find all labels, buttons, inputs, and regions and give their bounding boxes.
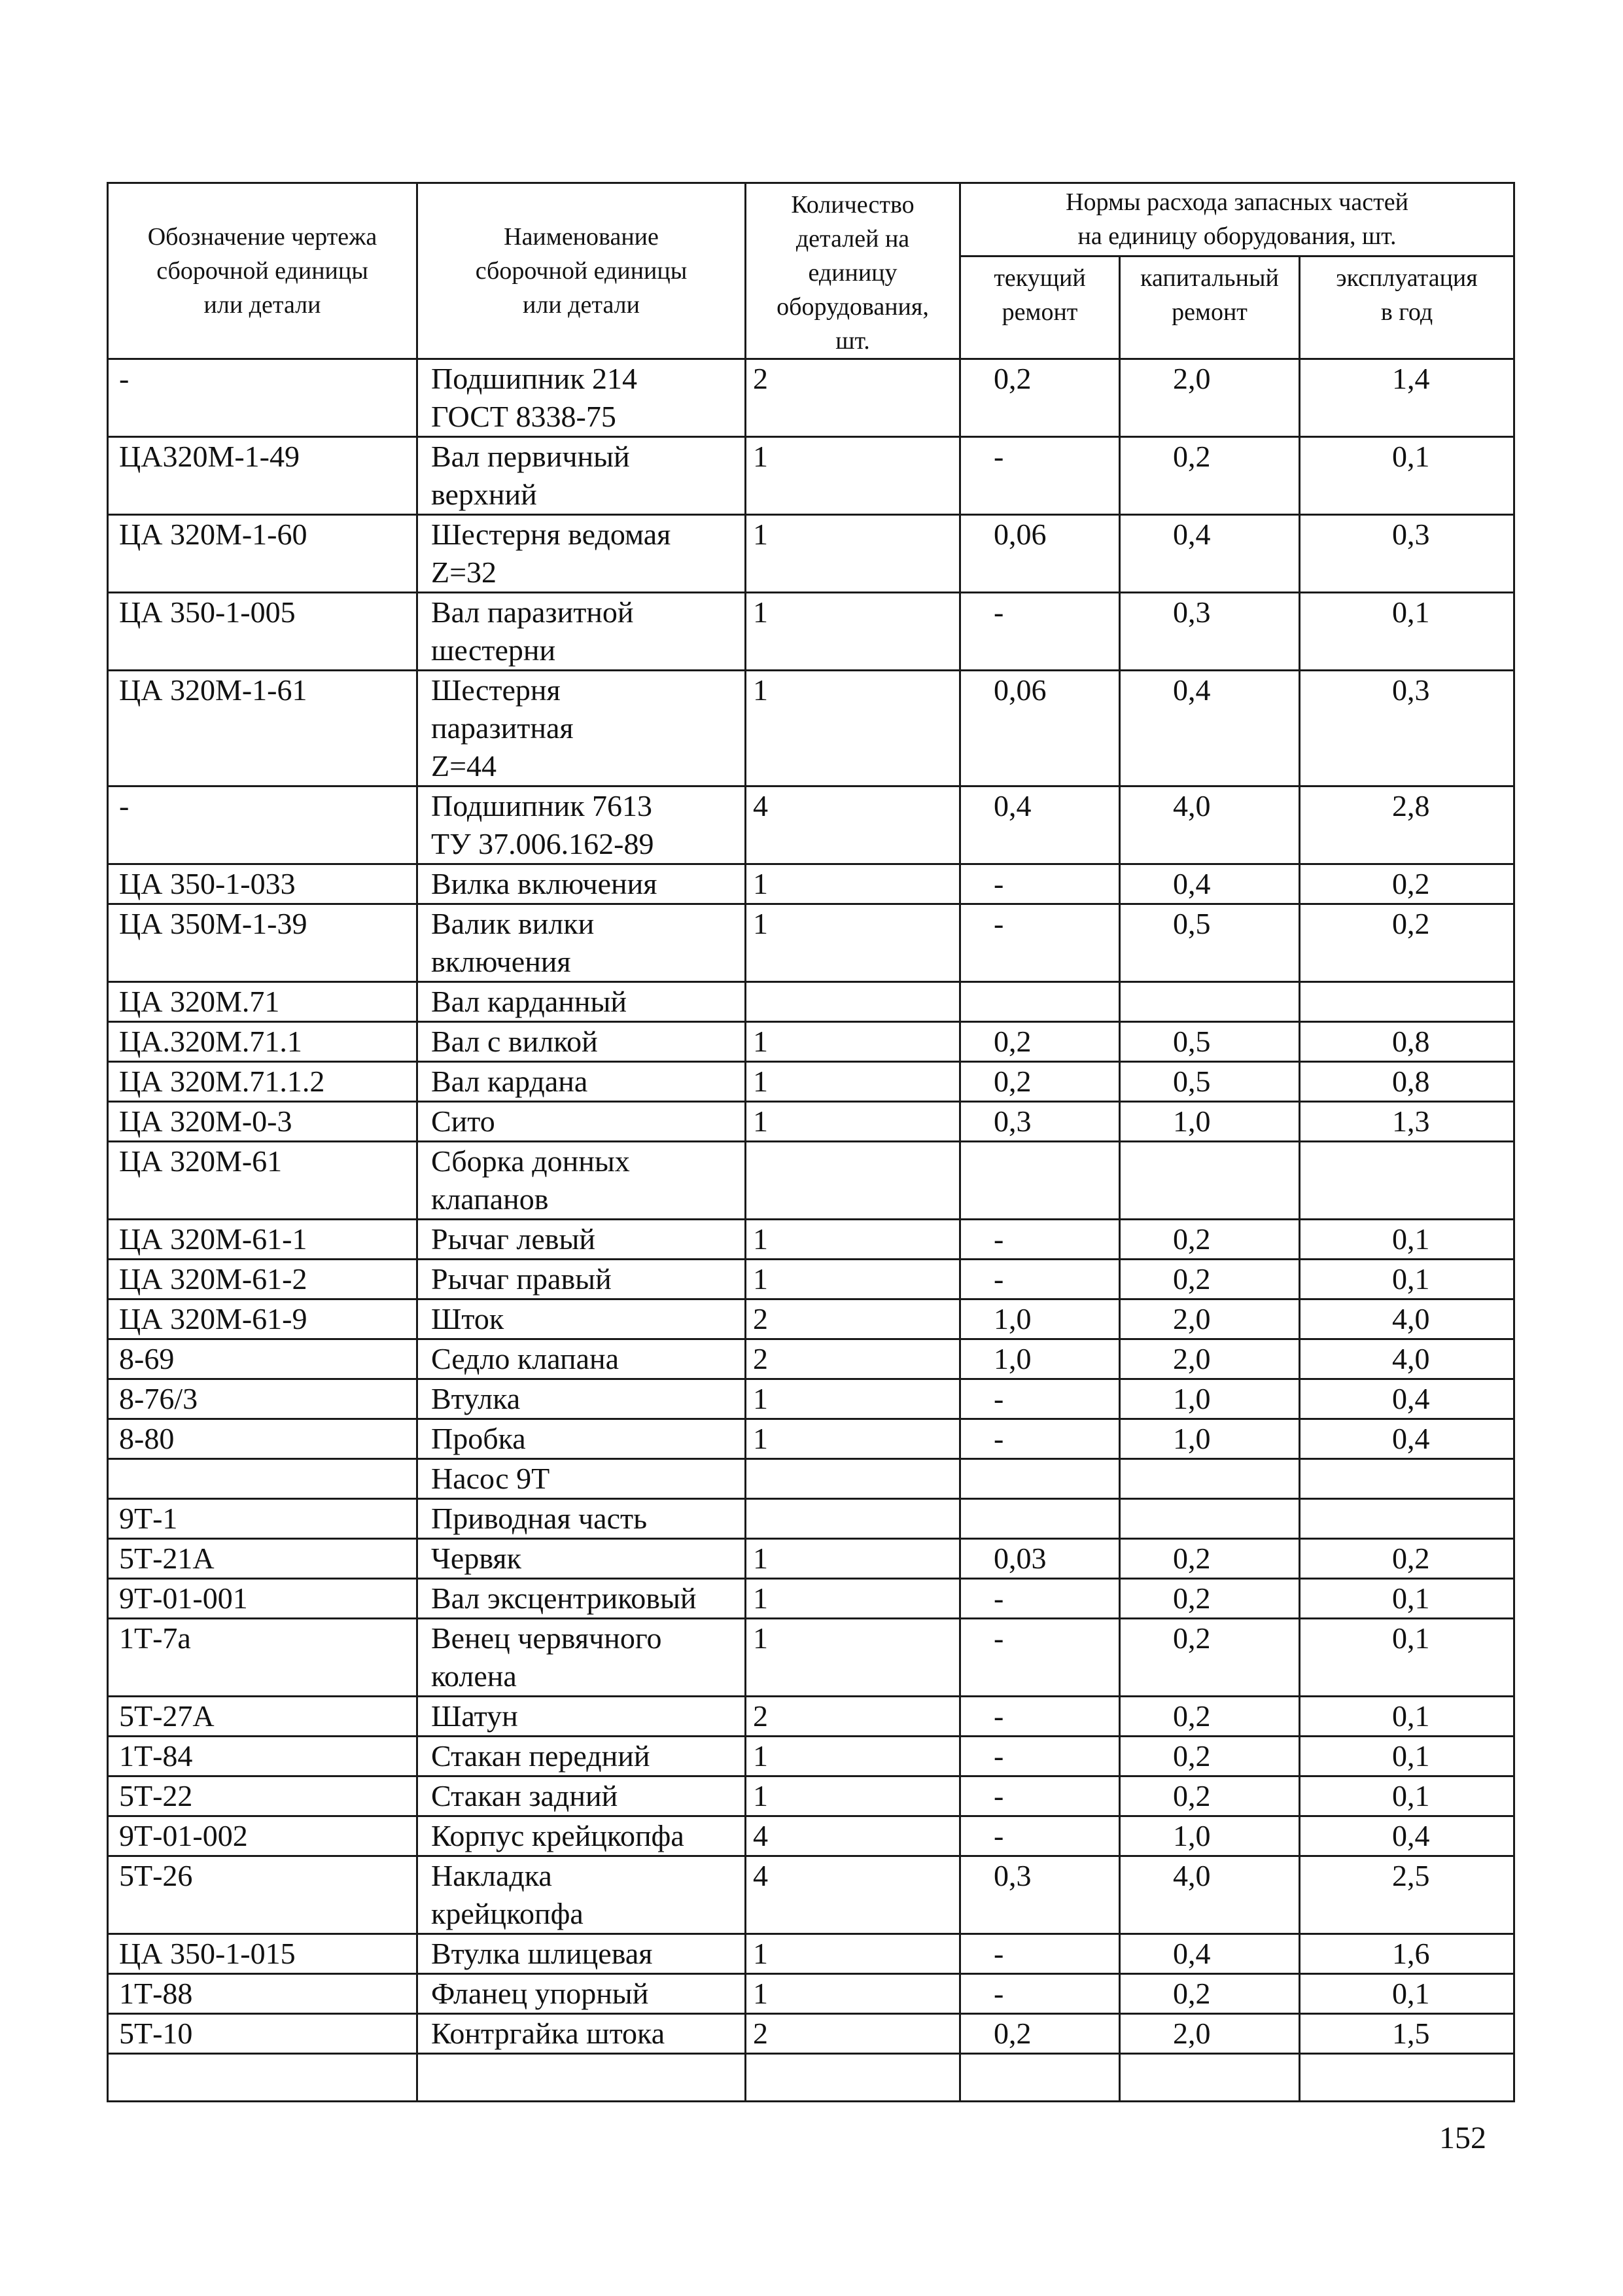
cell-current-repair: 0,2 [960, 359, 1120, 437]
cell-capital-repair: 1,0 [1120, 1379, 1300, 1419]
cell-exploitation: 1,5 [1300, 2014, 1514, 2054]
cell-capital-repair: 0,5 [1120, 1022, 1300, 1062]
cell-current-repair: - [960, 1579, 1120, 1619]
cell-exploitation: 2,8 [1300, 786, 1514, 864]
cell-quantity: 1 [746, 671, 960, 786]
table-row [108, 2014, 1514, 2054]
cell-exploitation: 0,4 [1300, 1419, 1514, 1459]
cell-capital-repair [1120, 1142, 1300, 1220]
cell-capital-repair [1120, 1499, 1300, 1539]
table-row [108, 1260, 1514, 1299]
cell-exploitation: 0,3 [1300, 515, 1514, 593]
cell-code: ЦА 320М-61 [108, 1142, 417, 1220]
cell-code: ЦА 320М-61-9 [108, 1299, 417, 1339]
cell-code: 9Т-01-002 [108, 1816, 417, 1856]
table-row [108, 1856, 1514, 1934]
cell-capital-repair: 0,5 [1120, 904, 1300, 982]
cell-exploitation: 0,1 [1300, 1697, 1514, 1737]
cell-quantity [746, 1499, 960, 1539]
header-code: Обозначение чертежа сборочной единицы или детали [108, 183, 417, 359]
cell-code: 1Т-84 [108, 1737, 417, 1776]
table-row [108, 1579, 1514, 1619]
cell-exploitation [1300, 1499, 1514, 1539]
cell-quantity: 1 [746, 437, 960, 515]
cell-exploitation: 2,5 [1300, 1856, 1514, 1934]
table-row [108, 359, 1514, 437]
cell-current-repair: - [960, 1220, 1120, 1260]
table-row [108, 1220, 1514, 1260]
cell-current-repair: 0,2 [960, 1022, 1120, 1062]
table-row [108, 982, 1514, 1022]
cell-code: ЦА 320М-1-60 [108, 515, 417, 593]
cell-current-repair: 1,0 [960, 1339, 1120, 1379]
cell-exploitation: 0,1 [1300, 1974, 1514, 2014]
cell-name: Вилка включения [417, 864, 746, 904]
cell-quantity [746, 1459, 960, 1499]
cell-exploitation: 0,1 [1300, 1220, 1514, 1260]
cell-exploitation: 0,2 [1300, 1539, 1514, 1579]
cell-exploitation: 1,6 [1300, 1934, 1514, 1974]
table-row [108, 864, 1514, 904]
cell-code [108, 1459, 417, 1499]
cell-code: ЦА 350-1-015 [108, 1934, 417, 1974]
cell-capital-repair: 0,2 [1120, 1619, 1300, 1697]
cell-current-repair: - [960, 1419, 1120, 1459]
table-row [108, 1299, 1514, 1339]
cell-current-repair: 0,06 [960, 515, 1120, 593]
cell-exploitation [1300, 982, 1514, 1022]
cell-quantity: 1 [746, 1260, 960, 1299]
table-row [108, 1102, 1514, 1142]
cell-quantity: 1 [746, 1062, 960, 1102]
cell-capital-repair: 2,0 [1120, 359, 1300, 437]
cell-capital-repair: 2,0 [1120, 1299, 1300, 1339]
cell-quantity: 1 [746, 864, 960, 904]
table-row [108, 1419, 1514, 1459]
table-row [108, 786, 1514, 864]
cell-name: Втулка [417, 1379, 746, 1419]
cell-code: 8-69 [108, 1339, 417, 1379]
cell-name: Шестерня ведомая Z=32 [417, 515, 746, 593]
cell-capital-repair: 0,2 [1120, 1737, 1300, 1776]
cell-name: Приводная часть [417, 1499, 746, 1539]
cell-code: - [108, 359, 417, 437]
cell-current-repair [960, 1459, 1120, 1499]
cell-current-repair: - [960, 864, 1120, 904]
cell-exploitation: 0,1 [1300, 437, 1514, 515]
cell-exploitation: 0,4 [1300, 1379, 1514, 1419]
cell-current-repair: - [960, 437, 1120, 515]
spare-parts-table [107, 182, 1515, 2102]
cell-name: Шатун [417, 1697, 746, 1737]
cell-code: 5Т-10 [108, 2014, 417, 2054]
cell-code: - [108, 786, 417, 864]
table-row [108, 1339, 1514, 1379]
cell-quantity: 2 [746, 1299, 960, 1339]
cell-exploitation: 0,2 [1300, 904, 1514, 982]
cell-name: Червяк [417, 1539, 746, 1579]
cell-current-repair [960, 1142, 1120, 1220]
header-exploitation: эксплуатация в год [1300, 256, 1514, 359]
cell-quantity: 1 [746, 1776, 960, 1816]
cell-current-repair: 0,2 [960, 1062, 1120, 1102]
cell-current-repair: 0,3 [960, 1102, 1120, 1142]
cell-name: Подшипник 214 ГОСТ 8338-75 [417, 359, 746, 437]
table-row [108, 1776, 1514, 1816]
cell-quantity: 1 [746, 1934, 960, 1974]
cell-code: ЦА 320М-1-61 [108, 671, 417, 786]
cell-code: ЦА320М-1-49 [108, 437, 417, 515]
table-row [108, 437, 1514, 515]
cell-current-repair: 0,03 [960, 1539, 1120, 1579]
cell-quantity [746, 982, 960, 1022]
cell-name: Корпус крейцкопфа [417, 1816, 746, 1856]
table-padding-row [108, 2054, 1514, 2102]
cell-name: Шестерня паразитная Z=44 [417, 671, 746, 786]
table-row [108, 1697, 1514, 1737]
table-row [108, 1062, 1514, 1102]
cell-current-repair: - [960, 1379, 1120, 1419]
cell-name: Сборка донных клапанов [417, 1142, 746, 1220]
cell-name: Сито [417, 1102, 746, 1142]
cell-current-repair: - [960, 1934, 1120, 1974]
cell-current-repair: - [960, 1974, 1120, 2014]
cell-exploitation: 1,3 [1300, 1102, 1514, 1142]
cell-code: 5Т-27А [108, 1697, 417, 1737]
cell-code: ЦА 350М-1-39 [108, 904, 417, 982]
cell-quantity: 1 [746, 1419, 960, 1459]
cell-code: 8-76/3 [108, 1379, 417, 1419]
cell-name: Подшипник 7613 ТУ 37.006.162-89 [417, 786, 746, 864]
cell-current-repair: - [960, 1816, 1120, 1856]
cell-quantity: 2 [746, 359, 960, 437]
cell-quantity: 2 [746, 1697, 960, 1737]
table-row [108, 1022, 1514, 1062]
cell-capital-repair: 0,2 [1120, 1697, 1300, 1737]
cell-exploitation: 0,8 [1300, 1022, 1514, 1062]
cell-exploitation: 4,0 [1300, 1339, 1514, 1379]
cell-name: Вал карданный [417, 982, 746, 1022]
empty-cell [746, 2054, 960, 2102]
cell-quantity: 4 [746, 1856, 960, 1934]
table-row [108, 904, 1514, 982]
header-quantity: Количество деталей на единицу оборудования, шт. [746, 183, 960, 359]
cell-exploitation: 0,8 [1300, 1062, 1514, 1102]
cell-quantity: 1 [746, 1022, 960, 1062]
cell-quantity: 1 [746, 1102, 960, 1142]
cell-name: Вал кардана [417, 1062, 746, 1102]
cell-code: ЦА 350-1-005 [108, 593, 417, 671]
cell-exploitation [1300, 1142, 1514, 1220]
cell-capital-repair: 0,2 [1120, 1974, 1300, 2014]
empty-cell [108, 2054, 417, 2102]
empty-cell [1300, 2054, 1514, 2102]
cell-current-repair: 0,06 [960, 671, 1120, 786]
cell-name: Стакан задний [417, 1776, 746, 1816]
cell-exploitation: 0,1 [1300, 1260, 1514, 1299]
cell-name: Седло клапана [417, 1339, 746, 1379]
cell-current-repair [960, 1499, 1120, 1539]
page-number: 152 [1439, 2121, 1486, 2155]
cell-name: Пробка [417, 1419, 746, 1459]
cell-exploitation: 0,3 [1300, 671, 1514, 786]
table-row [108, 1499, 1514, 1539]
cell-exploitation: 0,1 [1300, 1619, 1514, 1697]
cell-quantity: 1 [746, 593, 960, 671]
table-body [108, 359, 1514, 2102]
cell-name: Вал с вилкой [417, 1022, 746, 1062]
cell-quantity: 1 [746, 1619, 960, 1697]
cell-capital-repair: 0,2 [1120, 1260, 1300, 1299]
header-capital-repair: капитальный ремонт [1120, 256, 1300, 359]
cell-name: Стакан передний [417, 1737, 746, 1776]
cell-quantity: 1 [746, 904, 960, 982]
cell-name: Шток [417, 1299, 746, 1339]
table-row [108, 1816, 1514, 1856]
cell-capital-repair: 2,0 [1120, 2014, 1300, 2054]
empty-cell [960, 2054, 1120, 2102]
table-row [108, 1934, 1514, 1974]
cell-code: ЦА.320М.71.1 [108, 1022, 417, 1062]
cell-code: 9Т-01-001 [108, 1579, 417, 1619]
cell-quantity: 1 [746, 1220, 960, 1260]
cell-code: 5Т-26 [108, 1856, 417, 1934]
cell-code: 5Т-21А [108, 1539, 417, 1579]
cell-capital-repair: 1,0 [1120, 1419, 1300, 1459]
cell-current-repair: - [960, 904, 1120, 982]
table-row [108, 1142, 1514, 1220]
cell-quantity: 1 [746, 1974, 960, 2014]
cell-current-repair: - [960, 593, 1120, 671]
cell-name: Вал паразитной шестерни [417, 593, 746, 671]
cell-capital-repair: 1,0 [1120, 1816, 1300, 1856]
cell-capital-repair: 0,4 [1120, 1934, 1300, 1974]
cell-exploitation: 0,1 [1300, 1776, 1514, 1816]
cell-exploitation: 4,0 [1300, 1299, 1514, 1339]
cell-quantity: 1 [746, 1379, 960, 1419]
table-row [108, 593, 1514, 671]
cell-code: 1Т-7а [108, 1619, 417, 1697]
cell-name: Венец червячного колена [417, 1619, 746, 1697]
cell-exploitation: 0,2 [1300, 864, 1514, 904]
cell-capital-repair: 0,4 [1120, 515, 1300, 593]
cell-capital-repair [1120, 982, 1300, 1022]
cell-exploitation: 0,4 [1300, 1816, 1514, 1856]
table-row [108, 1737, 1514, 1776]
cell-name: Накладка крейцкопфа [417, 1856, 746, 1934]
cell-code: 8-80 [108, 1419, 417, 1459]
cell-quantity: 1 [746, 1579, 960, 1619]
cell-code: ЦА 320М-61-2 [108, 1260, 417, 1299]
cell-exploitation: 0,1 [1300, 1579, 1514, 1619]
cell-code: ЦА 320М.71 [108, 982, 417, 1022]
cell-capital-repair: 0,2 [1120, 1539, 1300, 1579]
cell-quantity: 1 [746, 1539, 960, 1579]
cell-exploitation [1300, 1459, 1514, 1499]
cell-capital-repair: 0,5 [1120, 1062, 1300, 1102]
cell-quantity: 1 [746, 1737, 960, 1776]
empty-cell [1120, 2054, 1300, 2102]
table-row [108, 515, 1514, 593]
cell-name: Валик вилки включения [417, 904, 746, 982]
cell-capital-repair: 0,2 [1120, 1579, 1300, 1619]
cell-capital-repair: 0,2 [1120, 1776, 1300, 1816]
header-norms: Нормы расхода запасных частей на единицу оборудования, шт. [960, 183, 1514, 256]
cell-capital-repair: 4,0 [1120, 786, 1300, 864]
cell-quantity: 1 [746, 515, 960, 593]
cell-capital-repair: 0,2 [1120, 1220, 1300, 1260]
cell-current-repair: 0,2 [960, 2014, 1120, 2054]
cell-quantity [746, 1142, 960, 1220]
cell-name: Рычаг левый [417, 1220, 746, 1260]
cell-code: 9Т-1 [108, 1499, 417, 1539]
cell-name: Фланец упорный [417, 1974, 746, 2014]
cell-current-repair: 1,0 [960, 1299, 1120, 1339]
cell-current-repair: 0,3 [960, 1856, 1120, 1934]
cell-current-repair: - [960, 1260, 1120, 1299]
header-name: Наименование сборочной единицы или детали [417, 183, 746, 359]
cell-capital-repair: 0,4 [1120, 671, 1300, 786]
cell-name: Втулка шлицевая [417, 1934, 746, 1974]
table-row [108, 1974, 1514, 2014]
header-current-repair: текущий ремонт [960, 256, 1120, 359]
table-row [108, 671, 1514, 786]
cell-code: 1Т-88 [108, 1974, 417, 2014]
table-row [108, 1379, 1514, 1419]
cell-exploitation: 0,1 [1300, 1737, 1514, 1776]
cell-quantity: 4 [746, 1816, 960, 1856]
cell-code: ЦА 320М-61-1 [108, 1220, 417, 1260]
cell-exploitation: 1,4 [1300, 359, 1514, 437]
cell-exploitation: 0,1 [1300, 593, 1514, 671]
cell-quantity: 4 [746, 786, 960, 864]
cell-quantity: 2 [746, 1339, 960, 1379]
cell-current-repair: - [960, 1619, 1120, 1697]
cell-code: ЦА 320М-0-3 [108, 1102, 417, 1142]
cell-capital-repair: 0,3 [1120, 593, 1300, 671]
cell-capital-repair: 0,2 [1120, 437, 1300, 515]
cell-name: Рычаг правый [417, 1260, 746, 1299]
cell-quantity: 2 [746, 2014, 960, 2054]
cell-name: Вал первичный верхний [417, 437, 746, 515]
cell-capital-repair: 4,0 [1120, 1856, 1300, 1934]
table-row [108, 1459, 1514, 1499]
cell-name: Вал эксцентриковый [417, 1579, 746, 1619]
cell-current-repair [960, 982, 1120, 1022]
cell-code: 5Т-22 [108, 1776, 417, 1816]
cell-name: Насос 9Т [417, 1459, 746, 1499]
cell-code: ЦА 320М.71.1.2 [108, 1062, 417, 1102]
empty-cell [417, 2054, 746, 2102]
cell-code: ЦА 350-1-033 [108, 864, 417, 904]
cell-capital-repair: 1,0 [1120, 1102, 1300, 1142]
cell-current-repair: - [960, 1697, 1120, 1737]
cell-current-repair: 0,4 [960, 786, 1120, 864]
table-row [108, 1619, 1514, 1697]
cell-name: Контргайка штока [417, 2014, 746, 2054]
cell-capital-repair [1120, 1459, 1300, 1499]
cell-capital-repair: 2,0 [1120, 1339, 1300, 1379]
cell-current-repair: - [960, 1737, 1120, 1776]
table-row [108, 1539, 1514, 1579]
cell-current-repair: - [960, 1776, 1120, 1816]
cell-capital-repair: 0,4 [1120, 864, 1300, 904]
